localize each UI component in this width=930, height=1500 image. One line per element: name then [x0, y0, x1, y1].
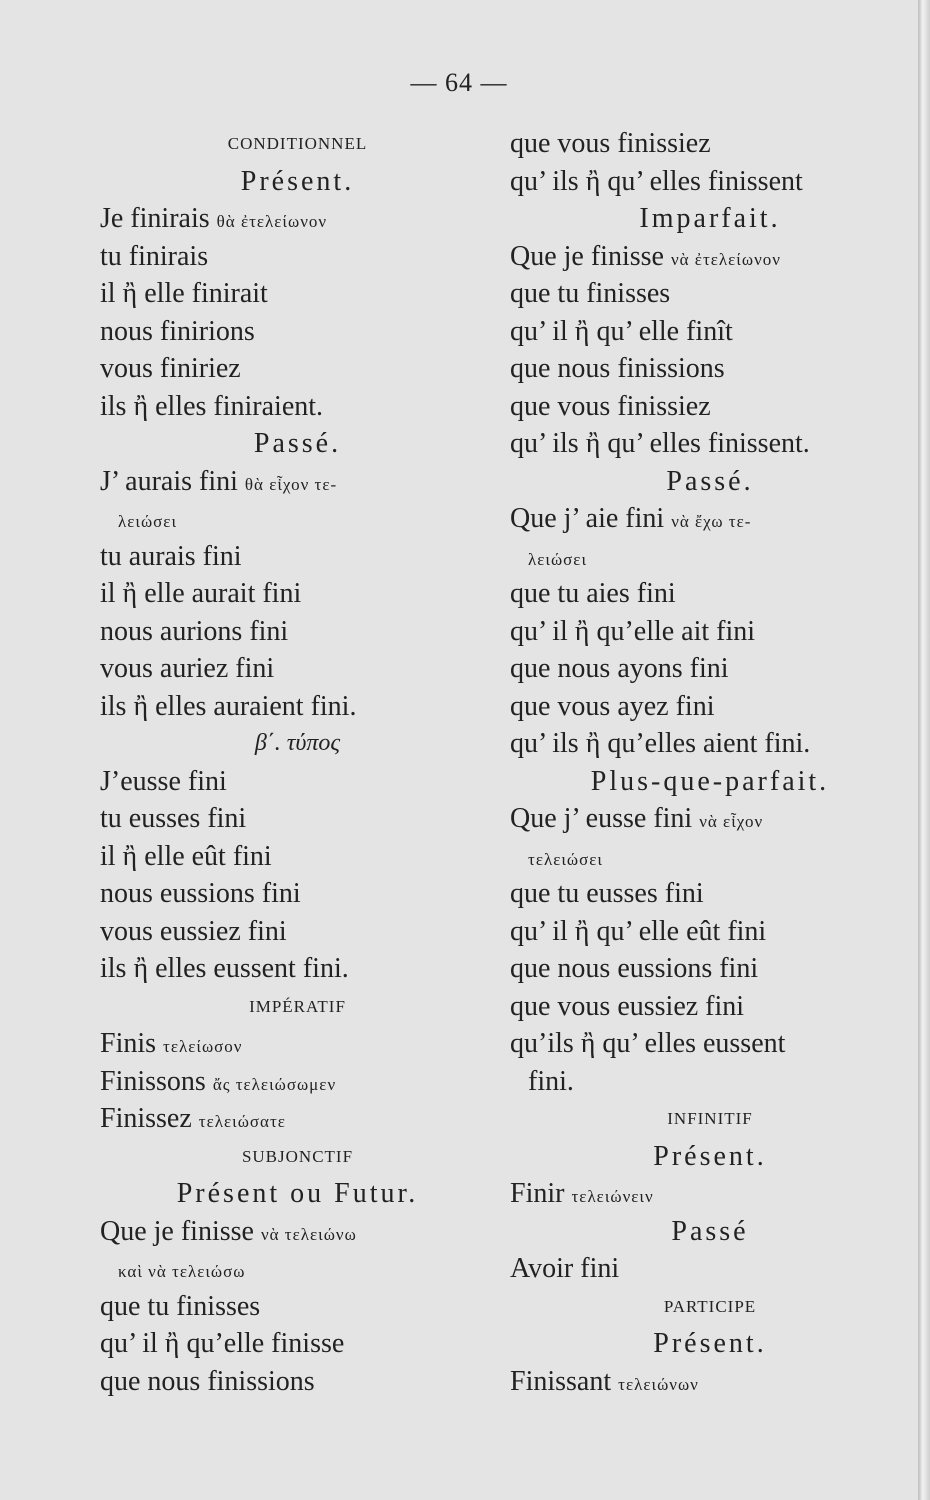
tense-heading: [510, 200, 910, 238]
french-text: β΄. τύπος: [254, 730, 341, 756]
french-text: ils ἢ elles eussent fini.: [100, 953, 349, 984]
french-text: PARTICIPE: [663, 1296, 757, 1316]
french-text: Passé: [671, 1215, 749, 1247]
section-heading: [100, 125, 495, 163]
greek-translation: τελειώνειν: [571, 1187, 654, 1206]
page-edge: [918, 0, 930, 1500]
conjugation-line: [100, 1213, 495, 1251]
greek-translation: τελειώνων: [618, 1374, 699, 1394]
conjugation-line: [100, 913, 495, 951]
right-column: [510, 125, 910, 1400]
french-text: ils ἢ elles finiraient.: [100, 390, 324, 422]
conjugation-line: [510, 875, 910, 913]
greek-translation: θὰ εἶχον τε-: [244, 474, 338, 494]
greek-translation: ἄς τελειώσωμεν: [212, 1074, 337, 1094]
conjugation-line: [100, 575, 495, 613]
french-text: qu’ ils ἢ qu’elles aient fini.: [510, 728, 811, 759]
greek-translation: τελειώσατε: [198, 1112, 286, 1131]
conjugation-line: [510, 350, 910, 388]
french-text: Que j’ eusse fini: [510, 803, 693, 834]
french-text: que nous eussions fini: [510, 953, 759, 984]
french-text: tu aurais fini: [100, 540, 242, 572]
tense-heading: [100, 1175, 495, 1213]
conjugation-line: [100, 1063, 495, 1101]
conjugation-line: [100, 688, 495, 726]
conjugation-line: [510, 800, 910, 838]
page-number: — 64 —: [410, 68, 508, 97]
section-heading: [510, 1100, 910, 1138]
conjugation-line: [100, 800, 495, 838]
conjugation-line: [100, 763, 495, 801]
greek-translation: νὰ ἐτελείωνον: [670, 249, 781, 269]
conjugation-line: [100, 1025, 495, 1063]
french-text: Finissez: [100, 1103, 192, 1134]
french-text: Finis: [100, 1028, 157, 1059]
french-text: Finir: [510, 1178, 565, 1209]
french-text: que vous finissiez: [510, 128, 711, 159]
french-text: Plus-que-parfait.: [590, 765, 830, 797]
conjugation-line: [510, 688, 910, 726]
conjugation-line: [100, 313, 495, 351]
conjugation-line: [100, 538, 495, 576]
left-column: [100, 125, 495, 1400]
tense-heading: [100, 425, 495, 463]
conjugation-line: [100, 650, 495, 688]
french-text: J’ aurais fini: [100, 465, 238, 497]
greek-translation: νὰ εἶχον: [699, 812, 764, 831]
french-text: Que j’ aie fini: [510, 503, 665, 534]
section-heading: [510, 1288, 910, 1326]
french-text: que tu finisses: [100, 1290, 261, 1322]
conjugation-line: [100, 238, 495, 276]
tense-heading: [510, 763, 910, 801]
french-text: que nous ayons fini: [510, 653, 729, 684]
conjugation-line: [100, 1363, 495, 1401]
french-text: Finissons: [100, 1065, 206, 1097]
french-text: nous finirions: [100, 315, 255, 347]
conjugation-line: [100, 1288, 495, 1326]
french-text: tu eusses fini: [100, 803, 247, 834]
conjugation-line: [510, 125, 910, 163]
french-text: que nous finissions: [100, 1365, 315, 1397]
conjugation-line: [100, 200, 495, 238]
conjugation-line: [100, 388, 495, 426]
french-text: Que je finisse: [510, 240, 664, 272]
conjugation-line: [510, 575, 910, 613]
conjugation-line: [510, 388, 910, 426]
french-text: Imparfait.: [639, 203, 781, 234]
continuation-line: [510, 838, 910, 876]
french-text: vous auriez fini: [100, 653, 275, 684]
french-text: il ἢ elle eût fini: [100, 840, 272, 872]
french-text: nous eussions fini: [100, 878, 301, 909]
french-text: il ἢ elle aurait fini: [100, 578, 302, 609]
french-text: ils ἢ elles auraient fini.: [100, 690, 357, 722]
conjugation-line: [510, 163, 910, 201]
french-text: qu’ il ἢ qu’elle finisse: [100, 1328, 345, 1359]
conjugation-line: [510, 1363, 910, 1401]
conjugation-line: [100, 613, 495, 651]
conjugation-line: [510, 1025, 910, 1063]
conjugation-line: [510, 725, 910, 763]
french-text: Présent.: [240, 165, 355, 197]
french-text: SUBJONCTIF: [241, 1146, 354, 1166]
conjugation-line: [510, 425, 910, 463]
french-text: nous aurions fini: [100, 615, 289, 647]
conjugation-line: [100, 1325, 495, 1363]
conjugation-line: [510, 650, 910, 688]
continuation-line: [510, 538, 910, 576]
french-text: que vous eussiez fini: [510, 990, 745, 1022]
french-text: INFINITIF: [667, 1109, 753, 1128]
french-text: fini.: [528, 1065, 574, 1097]
greek-translation: νὰ ἔχω τε-: [671, 512, 752, 531]
french-text: Finissant: [510, 1365, 612, 1397]
conjugation-line: [510, 1175, 910, 1213]
french-text: vous eussiez fini: [100, 915, 287, 947]
conjugation-line: [100, 275, 495, 313]
greek-translation: λειώσει: [528, 549, 588, 569]
french-text: vous finiriez: [100, 353, 241, 384]
french-text: Présent.: [653, 1328, 767, 1359]
french-text: qu’ ils ἢ qu’ elles finissent: [510, 165, 803, 197]
greek-translation: νὰ τελειώνω: [260, 1224, 357, 1244]
french-text: Que je finisse: [100, 1215, 254, 1247]
french-text: qu’ il ἢ qu’ elle eût fini: [510, 915, 767, 947]
conjugation-line: [100, 1100, 495, 1138]
french-text: CONDITIONNEL: [227, 134, 368, 153]
french-text: que vous finissiez: [510, 390, 711, 422]
tense-heading: [100, 163, 495, 201]
conjugation-line: [510, 238, 910, 276]
greek-translation: τελειώσει: [528, 849, 603, 869]
french-text: Avoir fini: [510, 1253, 620, 1284]
conjugation-line: [100, 463, 495, 501]
tense-heading: [510, 1213, 910, 1251]
french-text: que tu aies fini: [510, 578, 676, 609]
greek-translation: θὰ ἐτελείωνον: [216, 212, 328, 231]
conjugation-line: [100, 838, 495, 876]
tense-heading: [510, 1138, 910, 1176]
conjugation-line: [510, 950, 910, 988]
french-text: qu’ il ἢ qu’ elle finît: [510, 315, 733, 347]
french-text: qu’ ils ἢ qu’ elles finissent.: [510, 428, 810, 459]
french-text: IMPÉRATIF: [249, 996, 346, 1016]
french-text: Passé.: [666, 465, 754, 497]
french-text: Présent ou Futur.: [176, 1178, 419, 1209]
continuation-line: [100, 500, 495, 538]
conjugation-line: [100, 350, 495, 388]
french-text: que tu finisses: [510, 278, 671, 309]
section-heading: [100, 988, 495, 1026]
conjugation-line: [510, 913, 910, 951]
conjugation-line: [510, 500, 910, 538]
greek-translation: τελείωσον: [163, 1037, 243, 1056]
french-text: il ἢ elle finirait: [100, 278, 268, 309]
french-text: qu’ils ἢ qu’ elles eussent: [510, 1028, 786, 1059]
french-text: Présent.: [653, 1140, 767, 1172]
french-text: que vous ayez fini: [510, 690, 715, 722]
conjugation-line: [510, 988, 910, 1026]
tense-heading: [510, 1325, 910, 1363]
conjugation-line: [100, 950, 495, 988]
continuation-line: [510, 1063, 910, 1101]
french-text: que tu eusses fini: [510, 878, 704, 909]
conjugation-line: [100, 875, 495, 913]
french-text: que nous finissions: [510, 353, 725, 384]
french-text: tu finirais: [100, 240, 209, 272]
french-text: qu’ il ἢ qu’elle ait fini: [510, 615, 756, 647]
conjugation-line: [510, 275, 910, 313]
greek-translation: καὶ νὰ τελειώσω: [118, 1262, 246, 1281]
greek-translation: λειώσει: [118, 512, 178, 531]
form-heading: [100, 725, 495, 763]
french-text: J’eusse fini: [100, 765, 227, 797]
french-text: Je finirais: [100, 203, 210, 234]
french-text: Passé.: [253, 428, 342, 459]
conjugation-line: [510, 613, 910, 651]
conjugation-line: [510, 313, 910, 351]
conjugation-line: [510, 1250, 910, 1288]
section-heading: [100, 1138, 495, 1176]
continuation-line: [100, 1250, 495, 1288]
tense-heading: [510, 463, 910, 501]
